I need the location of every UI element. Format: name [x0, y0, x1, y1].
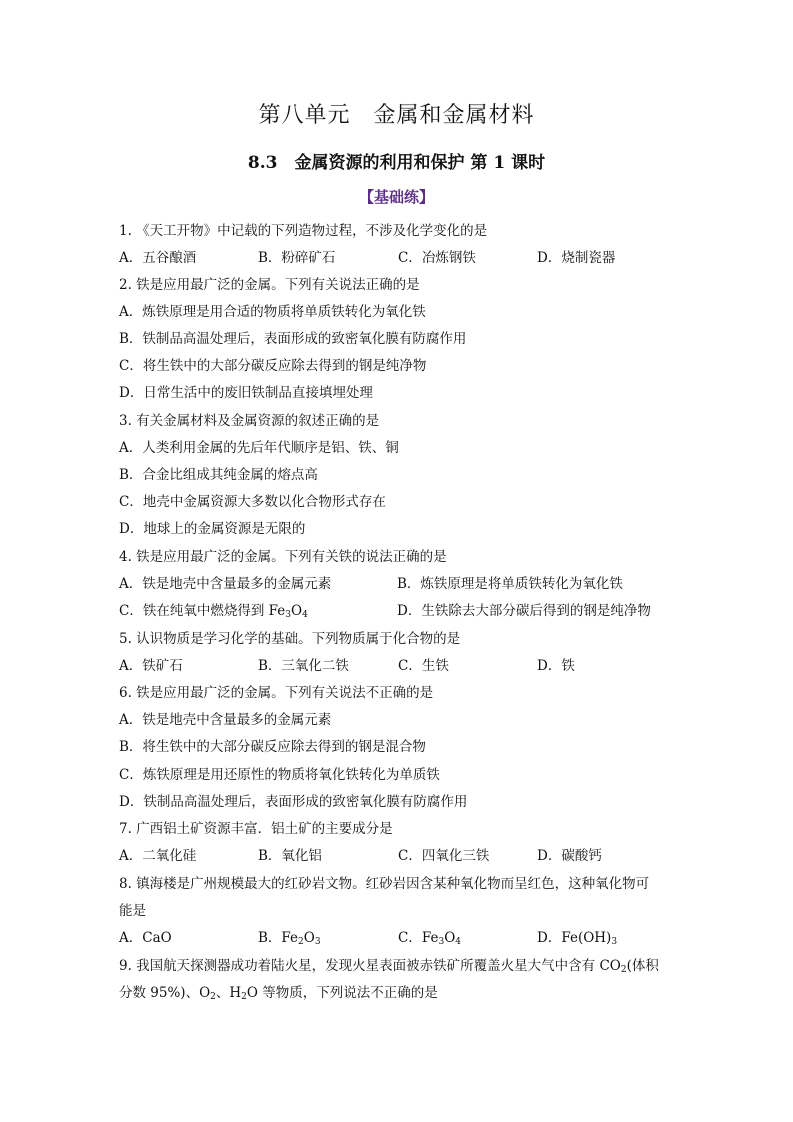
question-3-option-d: D．地球上的金属资源是无限的 — [119, 521, 306, 537]
question-4-stem: 4. 铁是应用最广泛的金属。下列有关铁的说法正确的是 — [119, 549, 447, 565]
section-heading: 【基础练】 — [358, 188, 434, 206]
question-8-option-a: A．CaO — [119, 930, 172, 946]
question-6-option-b: B．将生铁中的大部分碳反应除去得到的钢是混合物 — [119, 739, 426, 755]
question-8-stem: 8. 镇海楼是广州规模最大的红砂岩文物。红砂岩因含某种氧化物而呈红色，这种氧化物可 — [119, 876, 650, 892]
question-2-option-a: A．炼铁原理是用合适的物质将单质铁转化为氧化铁 — [119, 304, 426, 320]
question-2-option-c: C．将生铁中的大部分碳反应除去得到的钢是纯净物 — [119, 358, 427, 374]
question-6-stem: 6. 铁是应用最广泛的金属。下列有关说法不正确的是 — [119, 685, 434, 701]
question-7-option-b: B．氧化铝 — [258, 848, 322, 864]
lesson-subtitle: 8.3 金属资源的利用和保护 第 1 课时 — [247, 153, 546, 173]
question-3-option-b: B．合金比组成其纯金属的熔点高 — [119, 467, 318, 483]
question-9-stem-cont: 分数 95%)、$O_2$、$H_2O$ 等物质，下列说法不正确的是 — [119, 985, 438, 1002]
question-7-stem: 7. 广西铝土矿资源丰富．铝土矿的主要成分是 — [119, 821, 393, 837]
unit-title: 第八单元 金属和金属材料 — [258, 103, 535, 128]
question-6-option-d: D．铁制品高温处理后，表面形成的致密氧化膜有防腐作用 — [119, 794, 468, 810]
question-8-option-b: B．$Fe_2O_3$ — [258, 930, 321, 947]
question-2-option-b: B．铁制品高温处理后，表面形成的致密氧化膜有防腐作用 — [119, 331, 467, 347]
question-6-option-a: A．铁是地壳中含量最多的金属元素 — [119, 712, 332, 728]
question-1-option-b: B．粉碎矿石 — [258, 250, 336, 266]
question-5-option-b: B．三氧化二铁 — [258, 658, 349, 674]
question-8-option-c: C．$Fe_3O_4$ — [398, 930, 461, 947]
question-2-option-d: D．日常生活中的废旧铁制品直接填埋处理 — [119, 385, 373, 401]
question-2-stem: 2. 铁是应用最广泛的金属。下列有关说法正确的是 — [119, 277, 420, 293]
question-7-option-a: A．二氧化硅 — [119, 848, 197, 864]
question-1-stem: 1. 《天工开物》中记载的下列造物过程，不涉及化学变化的是 — [119, 223, 488, 239]
question-3-option-a: A．人类利用金属的先后年代顺序是铝、铁、铜 — [119, 440, 399, 456]
question-1-option-d: D．烧制瓷器 — [537, 250, 616, 266]
question-5-option-d: D．铁 — [537, 658, 575, 674]
question-4-option-b: B．炼铁原理是将单质铁转化为氧化铁 — [397, 576, 623, 592]
question-7-option-d: D．碳酸钙 — [537, 848, 602, 864]
question-7-option-c: C．四氧化三铁 — [398, 848, 490, 864]
question-3-option-c: C．地壳中金属资源大多数以化合物形式存在 — [119, 494, 386, 510]
question-8-option-d: D．$Fe(OH)_3$ — [537, 930, 618, 947]
question-4-option-c: C．铁在纯氧中燃烧得到 $Fe_3O_4$ — [119, 603, 308, 620]
question-5-stem: 5. 认识物质是学习化学的基础。下列物质属于化合物的是 — [119, 631, 461, 647]
question-1-option-a: A．五谷酿酒 — [119, 250, 197, 266]
question-6-option-c: C．炼铁原理是用还原性的物质将氧化铁转化为单质铁 — [119, 767, 440, 783]
question-1-option-c: C．冶炼钢铁 — [398, 250, 476, 266]
question-4-option-d: D．生铁除去大部分碳后得到的钢是纯净物 — [397, 603, 651, 619]
question-8-stem-cont: 能是 — [119, 903, 146, 919]
question-4-option-a: A．铁是地壳中含量最多的金属元素 — [119, 576, 332, 592]
question-9-stem: 9. 我国航天探测器成功着陆火星，发现火星表面被赤铁矿所覆盖火星大气中含有 $CO_2$(体积 — [119, 958, 659, 975]
question-3-stem: 3. 有关金属材料及金属资源的叙述正确的是 — [119, 413, 380, 429]
question-5-option-a: A．铁矿石 — [119, 658, 183, 674]
question-5-option-c: C．生铁 — [398, 658, 449, 674]
